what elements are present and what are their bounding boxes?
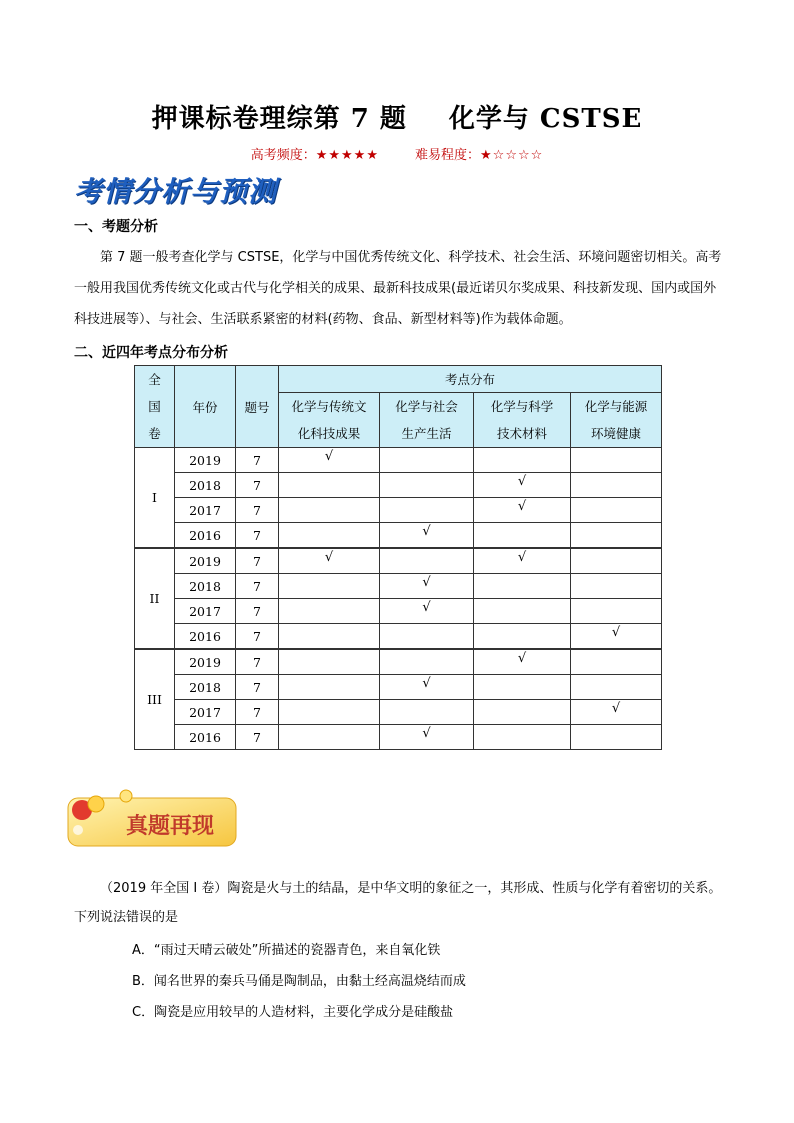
cell-point: [571, 548, 662, 574]
table-row: [135, 498, 662, 523]
option-b: B．闻名世界的秦兵马俑是陶制品，由黏土经高温烧结而成: [132, 974, 466, 989]
distribution-table: [134, 365, 662, 750]
cell-point: [571, 624, 662, 650]
table-row: [135, 448, 662, 473]
check-mark-icon: √: [422, 524, 431, 539]
cell-point: [474, 523, 571, 549]
table-row: [135, 599, 662, 624]
juan-group-name: III: [135, 649, 175, 750]
cell-year: 2019: [175, 649, 236, 675]
cell-point: [279, 675, 380, 700]
header-col-culture: 化学与传统文 化科技成果: [279, 393, 380, 448]
cell-question-number: 7: [236, 649, 279, 675]
cell-point: [380, 574, 474, 599]
cell-point: [571, 725, 662, 750]
cell-point: [279, 448, 380, 473]
cell-point: [380, 700, 474, 725]
cell-year: 2016: [175, 624, 236, 650]
freq-stars-icon: ★★★★★: [315, 148, 379, 163]
cell-year: 2019: [175, 548, 236, 574]
badge-label: 真题再现: [125, 813, 215, 839]
cell-point: [474, 548, 571, 574]
zhenti-badge: [64, 788, 238, 850]
table-row: [135, 624, 662, 650]
option-a: A．“雨过天晴云破处”所描述的瓷器青色，来自氧化铁: [132, 943, 441, 958]
section1-heading: 一、考题分析: [74, 219, 158, 235]
table-row: [135, 523, 662, 549]
section2-heading: 二、近四年考点分布分析: [74, 345, 228, 361]
cell-question-number: 7: [236, 725, 279, 750]
table-row: [135, 649, 662, 675]
cell-point: [474, 624, 571, 650]
page-title: [0, 98, 794, 135]
cell-point: [474, 649, 571, 675]
cell-point: [380, 498, 474, 523]
cell-point: [279, 624, 380, 650]
cell-point: [474, 448, 571, 473]
cell-point: [571, 498, 662, 523]
cell-point: [571, 473, 662, 498]
check-mark-icon: √: [517, 651, 527, 666]
cell-point: [474, 473, 571, 498]
cell-point: [474, 498, 571, 523]
table-row: [135, 725, 662, 750]
cell-question-number: 7: [236, 473, 279, 498]
cell-point: [474, 725, 571, 750]
meta-line: [0, 144, 794, 163]
check-mark-icon: √: [422, 726, 431, 741]
section-banner: 考情分析与预测: [74, 175, 278, 208]
cell-question-number: 7: [236, 574, 279, 599]
cell-point: [279, 473, 380, 498]
check-mark-icon: √: [611, 625, 621, 640]
juan-group-name: I: [135, 448, 175, 549]
check-mark-icon: √: [324, 449, 334, 464]
cell-year: 2017: [175, 700, 236, 725]
header-col-society: 化学与社会 生产生活: [380, 393, 474, 448]
cell-point: [474, 675, 571, 700]
cell-question-number: 7: [236, 624, 279, 650]
cell-point: [380, 548, 474, 574]
check-mark-icon: √: [422, 575, 431, 590]
cell-question-number: 7: [236, 548, 279, 574]
cell-point: [279, 574, 380, 599]
freq-label: 高考频度：: [250, 148, 316, 163]
title-left: 押课标卷理综第 7 题: [151, 104, 407, 134]
cell-year: 2018: [175, 574, 236, 599]
check-mark-icon: √: [422, 676, 431, 691]
check-mark-icon: √: [611, 701, 621, 716]
cell-year: 2016: [175, 523, 236, 549]
cell-question-number: 7: [236, 700, 279, 725]
table-row: [135, 675, 662, 700]
analysis-text: 第 7 题一般考查化学与 CSTSE，化学与中国优秀传统文化、科学技术、社会生活、环境问题密切相关。高考一般用我国优秀传统文化或古代与化学相关的成果、最新科技成果(最近诺贝尔奖成果、科技新发现、国内或国外科技进展等）、与社会、生活联系紧密的材料(药物、食品、新型材料等)作为载体命题。: [74, 250, 722, 327]
cell-point: [474, 574, 571, 599]
cell-point: [279, 498, 380, 523]
cell-question-number: 7: [236, 498, 279, 523]
difficulty-stars-icon: ★☆☆☆☆: [480, 148, 544, 163]
cell-year: 2017: [175, 498, 236, 523]
check-mark-icon: √: [422, 600, 431, 615]
difficulty-label: 难易程度：: [415, 148, 481, 163]
cell-point: [279, 649, 380, 675]
cell-point: [380, 448, 474, 473]
cell-point: [380, 523, 474, 549]
cell-point: [380, 675, 474, 700]
header-col-science: 化学与科学 技术材料: [474, 393, 571, 448]
cell-point: [571, 649, 662, 675]
cell-point: [571, 523, 662, 549]
cell-point: [380, 624, 474, 650]
cell-point: [571, 675, 662, 700]
table-row: [135, 574, 662, 599]
cell-point: [279, 599, 380, 624]
cell-point: [380, 599, 474, 624]
cell-point: [380, 473, 474, 498]
table-row: [135, 700, 662, 725]
cell-question-number: 7: [236, 523, 279, 549]
cell-question-number: 7: [236, 599, 279, 624]
header-points: 考点分布: [279, 366, 662, 393]
cell-year: 2017: [175, 599, 236, 624]
cell-point: [571, 599, 662, 624]
question-stem-text: （2019 年全国 I 卷）陶瓷是火与土的结晶，是中华文明的象征之一，其形成、性质与化学有着密切的关系。下列说法错误的是: [74, 881, 722, 925]
header-col-energy: 化学与能源 环境健康: [571, 393, 662, 448]
cell-year: 2019: [175, 448, 236, 473]
header-question-number: 题号: [236, 366, 279, 448]
cell-point: [380, 649, 474, 675]
cell-point: [279, 548, 380, 574]
cell-point: [571, 574, 662, 599]
cell-point: [380, 725, 474, 750]
cell-year: 2018: [175, 473, 236, 498]
cell-year: 2018: [175, 675, 236, 700]
cell-point: [279, 725, 380, 750]
question-stem: [74, 874, 734, 932]
check-mark-icon: √: [324, 550, 334, 565]
table-body: [135, 448, 662, 750]
analysis-paragraph: [74, 242, 726, 335]
title-right: 化学与 CSTSE: [448, 104, 643, 134]
cell-point: [571, 448, 662, 473]
cell-question-number: 7: [236, 448, 279, 473]
check-mark-icon: √: [517, 474, 527, 489]
cell-year: 2016: [175, 725, 236, 750]
table-row: [135, 473, 662, 498]
table-row: [135, 548, 662, 574]
cell-point: [474, 700, 571, 725]
option-c: C．陶瓷是应用较早的人造材料，主要化学成分是硅酸盐: [132, 1005, 454, 1020]
header-year: 年份: [175, 366, 236, 448]
header-juan: 全 国 卷: [135, 366, 175, 448]
cell-point: [571, 700, 662, 725]
cell-point: [279, 700, 380, 725]
check-mark-icon: √: [517, 499, 527, 514]
juan-group-name: II: [135, 548, 175, 649]
cell-point: [279, 523, 380, 549]
check-mark-icon: √: [517, 550, 527, 565]
cell-question-number: 7: [236, 675, 279, 700]
cell-point: [474, 599, 571, 624]
